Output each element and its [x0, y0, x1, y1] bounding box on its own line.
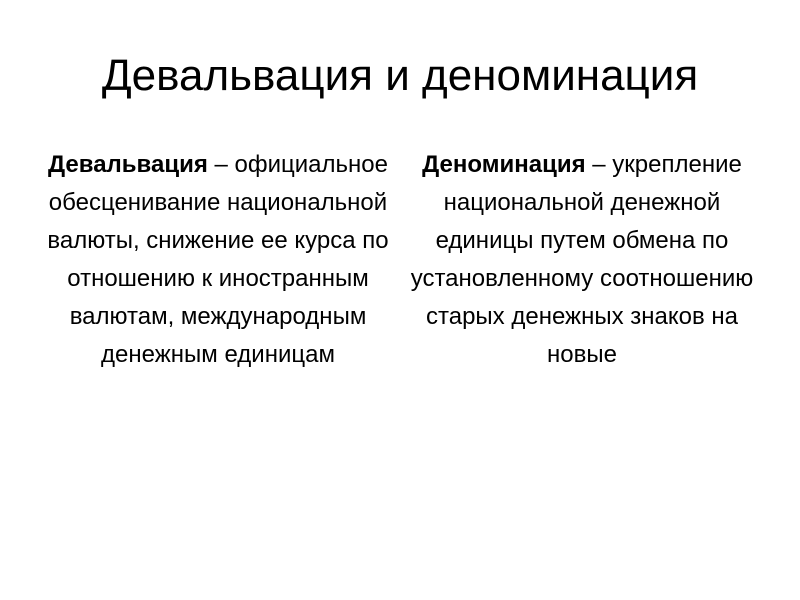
term-devaluation: Девальвация — [48, 151, 208, 178]
definition-devaluation — [38, 146, 398, 374]
definition-denomination — [402, 146, 762, 374]
definition-text-devaluation: – официальное обесценивание национальной валюты, снижение ее курса по отношению к иностранным валютам, международным денежным единицам — [47, 151, 389, 368]
definition-text-denomination: – укрепление национальной денежной единицы путем обмена по установленному соотношению старых денежных знаков на новые — [410, 151, 754, 368]
slide-title: Девальвация и деноминация — [101, 51, 699, 100]
term-denomination: Деноминация — [422, 151, 586, 178]
